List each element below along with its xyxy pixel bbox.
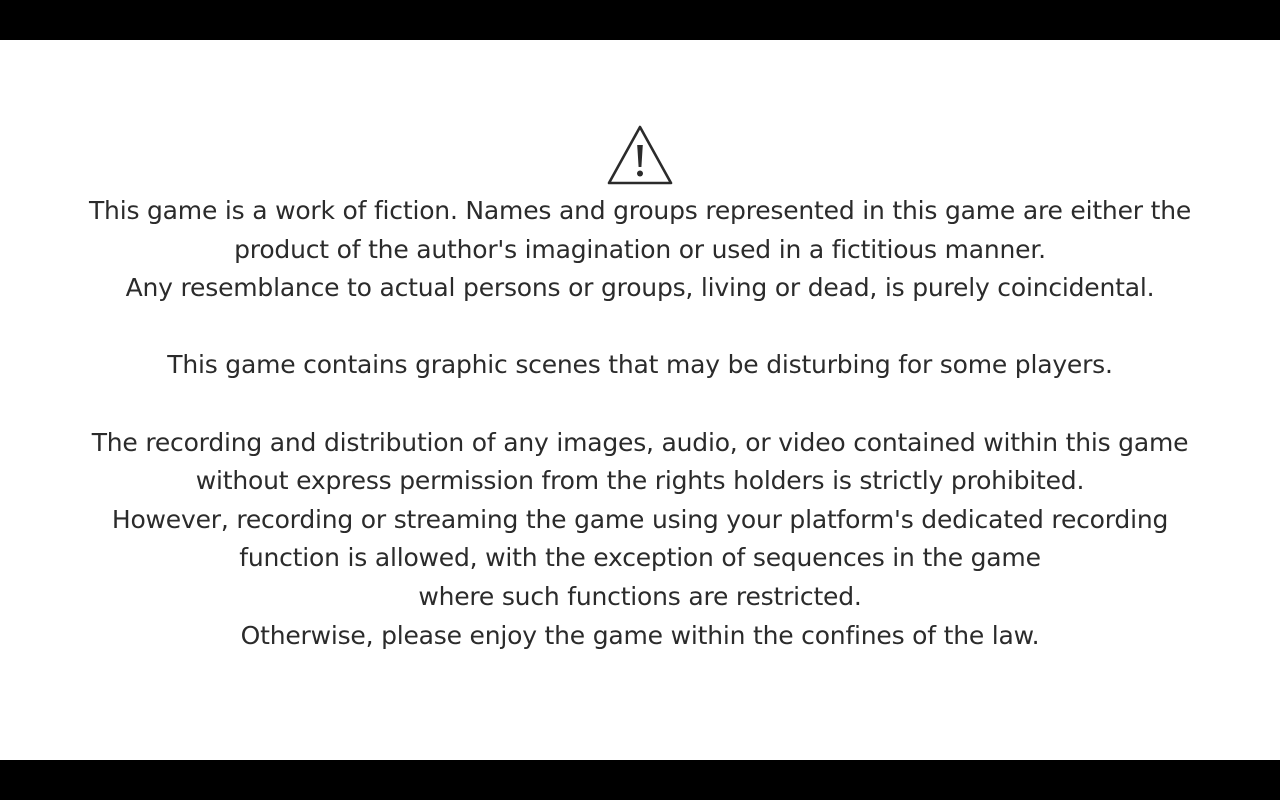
warning-triangle-icon: [606, 124, 674, 186]
recording-line-4: function is allowed, with the exception of sequences in the game: [239, 543, 1041, 573]
recording-line-2: without express permission from the rights holders is strictly prohibited.: [195, 466, 1085, 496]
letterbox-top: [0, 0, 1280, 40]
recording-line-1: The recording and distribution of any images, audio, or video contained within this game: [91, 427, 1189, 457]
recording-line-3: However, recording or streaming the game using your platform's dedicated recording: [111, 504, 1169, 534]
recording-line-5: where such functions are restricted.: [418, 581, 862, 611]
fiction-line-1: This game is a work of fiction. Names and groups represented in this game are either the: [88, 196, 1192, 225]
fiction-line-2: product of the author's imagination or used in a fictitious manner.: [234, 234, 1046, 264]
graphic-content-line: This game contains graphic scenes that may be disturbing for some players.: [167, 350, 1113, 380]
disclaimer-text: [0, 192, 1280, 655]
fiction-line-3: Any resemblance to actual persons or groups, living or dead, is purely coincidental.: [125, 273, 1155, 303]
letterbox-bottom: [0, 760, 1280, 800]
disclaimer-screen[interactable]: [0, 40, 1280, 760]
paragraph-gap: [0, 385, 1280, 424]
recording-line-6: Otherwise, please enjoy the game within the confines of the law.: [240, 620, 1040, 650]
paragraph-gap: [0, 308, 1280, 347]
